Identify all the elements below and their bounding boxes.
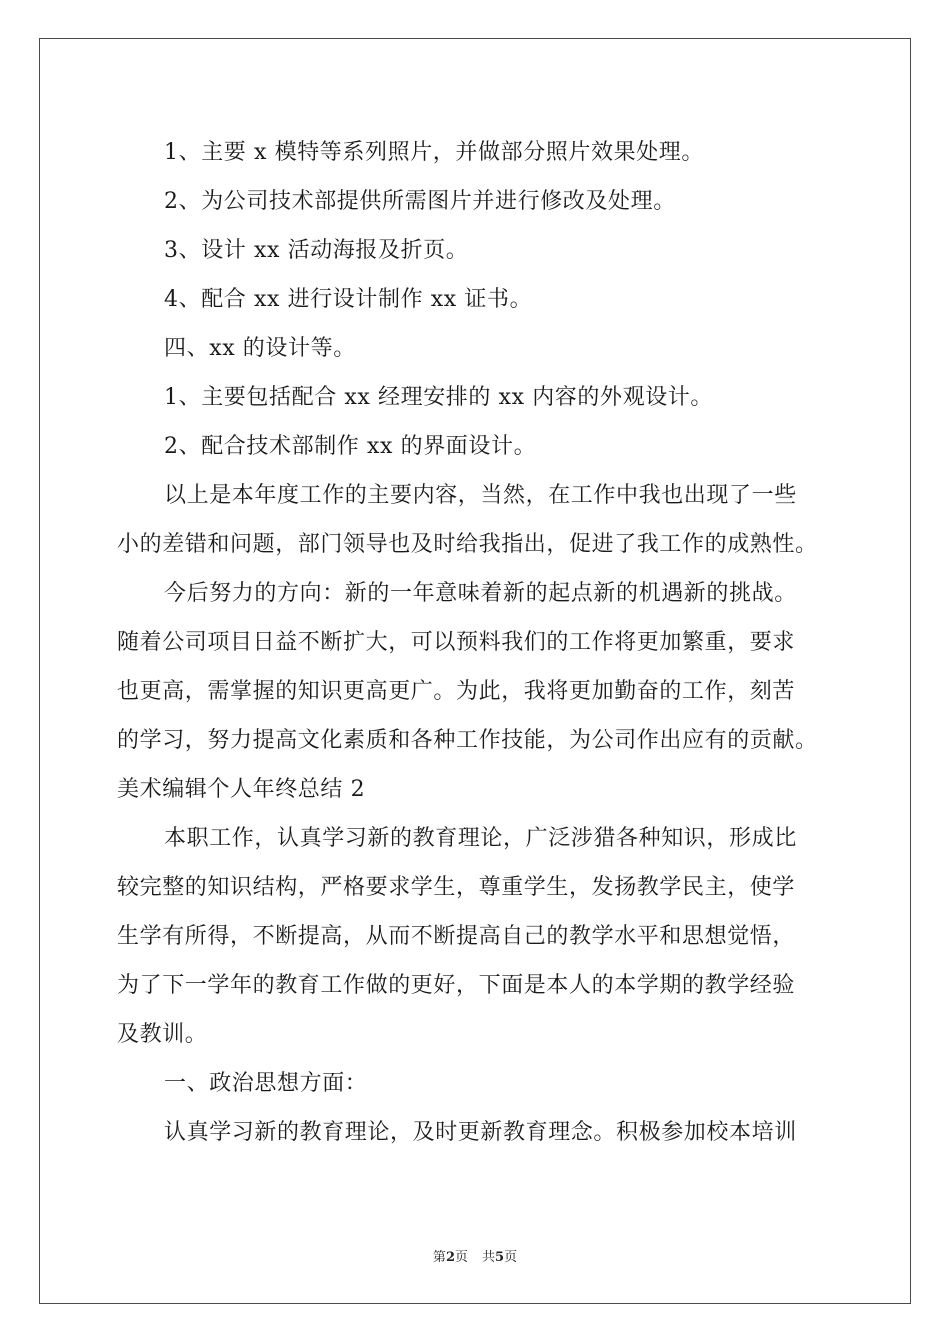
paragraph-line: 今后努力的方向：新的一年意味着新的起点新的机遇新的挑战。: [164, 581, 797, 606]
paragraph-line: 认真学习新的教育理论，及时更新教育理念。积极参加校本培训: [164, 1120, 797, 1145]
page-border: [39, 38, 911, 1304]
total-suffix: 页: [504, 1250, 518, 1265]
page-prefix: 第: [432, 1250, 446, 1265]
current-page-number: 2: [445, 1250, 455, 1265]
paragraph-line: 也更高，需掌握的知识更高更广。为此，我将更加勤奋的工作，刻苦: [117, 679, 796, 704]
paragraph-line: 生学有所得，不断提高，从而不断提高自己的教学水平和思想觉悟，: [117, 924, 796, 949]
section-heading-4: 四、xx 的设计等。: [164, 336, 356, 361]
paragraph-line: 的学习，努力提高文化素质和各种工作技能，为公司作出应有的贡献。: [117, 728, 818, 753]
paragraph-line: 为了下一学年的教育工作做的更好，下面是本人的本学期的教学经验: [117, 973, 796, 998]
list-item-2: 2、为公司技术部提供所需图片并进行修改及处理。: [164, 189, 676, 214]
subsection-heading: 一、政治思想方面：: [164, 1071, 368, 1096]
page-footer: [0, 1246, 950, 1265]
section-title: 美术编辑个人年终总结 2: [117, 777, 366, 802]
paragraph-line: 较完整的知识结构，严格要求学生，尊重学生，发扬教学民主，使学: [117, 875, 796, 900]
list-item-1: 1、主要 x 模特等系列照片，并做部分照片效果处理。: [164, 140, 704, 165]
paragraph-line: 以上是本年度工作的主要内容，当然，在工作中我也出现了一些: [164, 483, 797, 508]
list-item-2b: 2、配合技术部制作 xx 的界面设计。: [164, 434, 537, 459]
paragraph-line: 随着公司项目日益不断扩大，可以预料我们的工作将更加繁重，要求: [117, 630, 796, 655]
paragraph-line: 本职工作，认真学习新的教育理论，广泛涉猎各种知识，形成比: [164, 826, 797, 851]
paragraph-line: 小的差错和问题，部门领导也及时给我指出，促进了我工作的成熟性。: [117, 532, 818, 557]
total-page-number: 5: [495, 1250, 505, 1265]
page-suffix: 页: [454, 1250, 468, 1265]
list-item-1b: 1、主要包括配合 xx 经理安排的 xx 内容的外观设计。: [164, 385, 713, 410]
paragraph-line: 及教训。: [117, 1022, 208, 1047]
list-item-4: 4、配合 xx 进行设计制作 xx 证书。: [164, 287, 533, 312]
total-prefix: 共: [482, 1250, 496, 1265]
list-item-3: 3、设计 xx 活动海报及折页。: [164, 238, 469, 263]
